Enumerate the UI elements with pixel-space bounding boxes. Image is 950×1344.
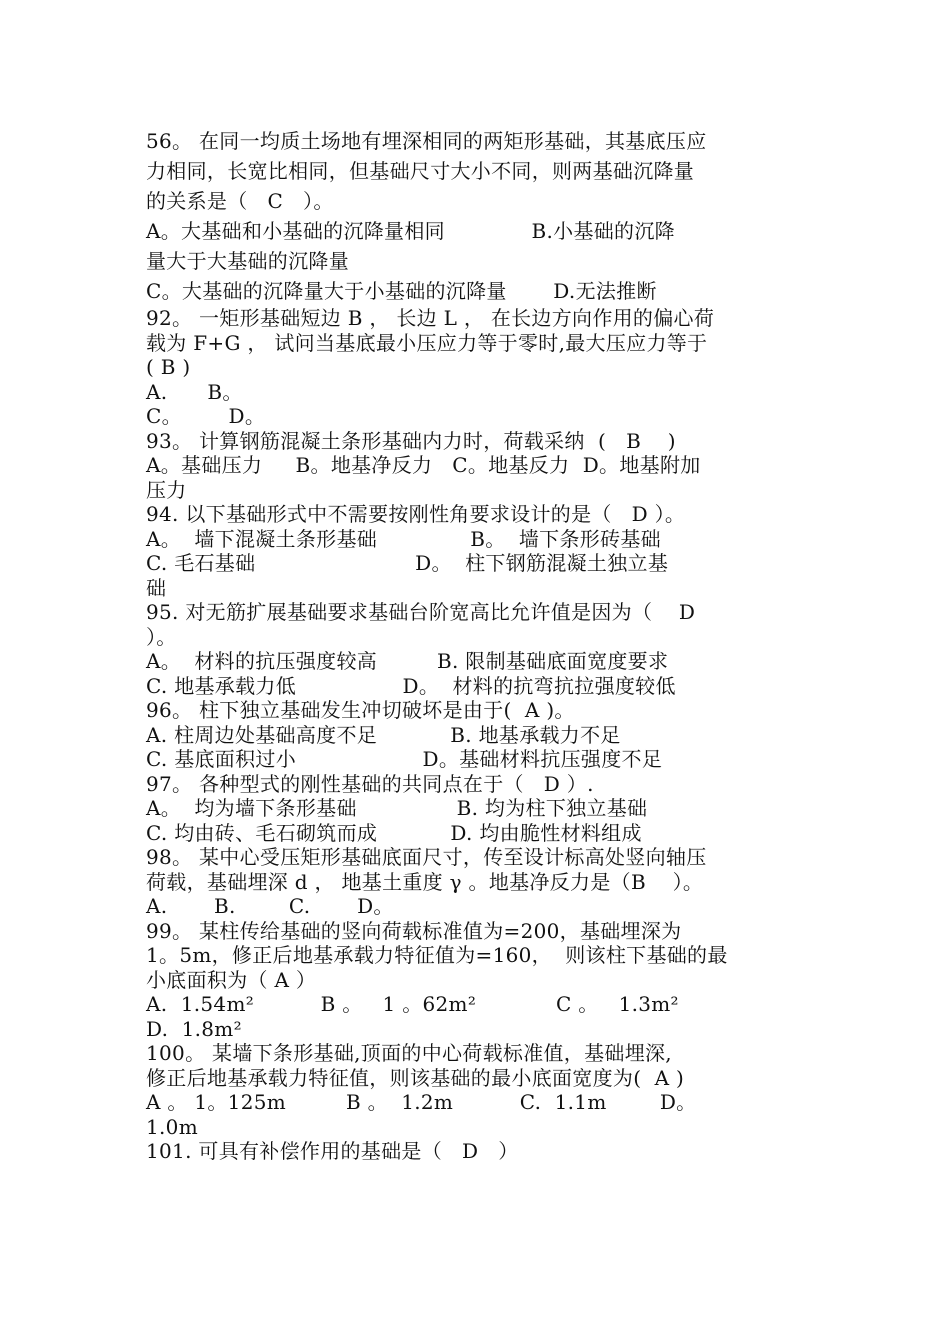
text-line: 99。 某柱传给基础的竖向荷载标准值为=200，基础埋深为 bbox=[146, 918, 682, 943]
text-line: C。大基础的沉降量大于小基础的沉降量 D.无法推断 bbox=[146, 279, 657, 303]
text-line: 56。 在同一均质土场地有埋深相同的两矩形基础，其基底压应 bbox=[146, 129, 707, 153]
text-line: A。 均为墙下条形基础 B. 均为柱下独立基础 bbox=[146, 796, 648, 820]
text-line: A。 墙下混凝土条形基础 B。 墙下条形砖基础 bbox=[146, 526, 661, 551]
text-line: 修正后地基承载力特征值，则该基础的最小底面宽度为( A ) bbox=[146, 1065, 685, 1090]
text-line: C. 毛石基础 D。 柱下钢筋混凝土独立基 bbox=[146, 551, 669, 575]
text-line: 量大于大基础的沉降量 bbox=[146, 249, 349, 273]
question-text-block bbox=[146, 126, 811, 1164]
text-line: 98。 某中心受压矩形基础底面尺寸，传至设计标高处竖向轴压 bbox=[146, 845, 707, 869]
text-line: A。基础压力 B。地基净反力 C。地基反力 D。地基附加 bbox=[146, 453, 701, 477]
text-line: 96。 柱下独立基础发生冲切破坏是由于( A )。 bbox=[146, 698, 575, 722]
text-line: A。大基础和小基础的沉降量相同 B.小基础的沉降 bbox=[146, 219, 675, 243]
text-line: 础 bbox=[146, 575, 167, 600]
text-line: A。 材料的抗压强度较高 B. 限制基础底面宽度要求 bbox=[146, 649, 669, 673]
text-line: 1.0m bbox=[146, 1114, 198, 1139]
text-line: C. 基底面积过小 D。基础材料抗压强度不足 bbox=[146, 747, 663, 771]
text-line: A. B。 bbox=[146, 379, 243, 404]
text-line: 94. 以下基础形式中不需要按刚性角要求设计的是（ D ）。 bbox=[146, 502, 686, 526]
text-line: 93。 计算钢筋混凝土条形基础内力时，荷载采纳 ( B ) bbox=[146, 428, 676, 453]
text-line: 小底面积为（ A ） bbox=[146, 967, 317, 992]
text-line: D. 1.8m² bbox=[146, 1016, 242, 1041]
text-line: ( B ) bbox=[146, 355, 191, 379]
text-line: 92。 一矩形基础短边 B ， 长边 L ， 在长边方向作用的偏心荷 bbox=[146, 306, 715, 330]
text-line: 101. 可具有补偿作用的基础是（ D ） bbox=[146, 1139, 519, 1163]
text-line: A. 柱周边处基础高度不足 B. 地基承载力不足 bbox=[146, 722, 621, 747]
text-line: C. 地基承载力低 D。 材料的抗弯抗拉强度较低 bbox=[146, 673, 676, 698]
text-line: A 。 1。125m B 。 1.2m C. 1.1m D。 bbox=[146, 1090, 697, 1114]
text-line: 100。 某墙下条形基础,顶面的中心荷载标准值，基础埋深, bbox=[146, 1041, 672, 1065]
text-line: A. B. C. D。 bbox=[146, 894, 394, 918]
text-line: 压力 bbox=[146, 477, 187, 502]
text-line: 载为 F+G ， 试问当基底最小压应力等于零时,最大压应力等于 bbox=[146, 330, 708, 355]
text-line: 1。5m，修正后地基承载力特征值为=160， 则该柱下基础的最 bbox=[146, 943, 728, 967]
text-line: 力相同，长宽比相同，但基础尺寸大小不同，则两基础沉降量 bbox=[146, 159, 695, 183]
text-line: 95. 对无筋扩展基础要求基础台阶宽高比允许值是因为（ D bbox=[146, 600, 696, 624]
text-line: C. 均由砖、毛石砌筑而成 D. 均由脆性材料组成 bbox=[146, 820, 642, 845]
text-line: C。 D。 bbox=[146, 404, 266, 428]
text-line: 97。 各种型式的刚性基础的共同点在于（ D ）. bbox=[146, 771, 594, 796]
text-line: A. 1.54m² B 。 1 。62m² C 。 1.3m² bbox=[146, 992, 679, 1016]
text-line: 荷载，基础埋深 d ， 地基土重度 γ 。地基净反力是（B ）。 bbox=[146, 869, 704, 894]
text-line: 的关系是（ C ）。 bbox=[146, 189, 334, 213]
text-line: ）。 bbox=[146, 624, 177, 649]
